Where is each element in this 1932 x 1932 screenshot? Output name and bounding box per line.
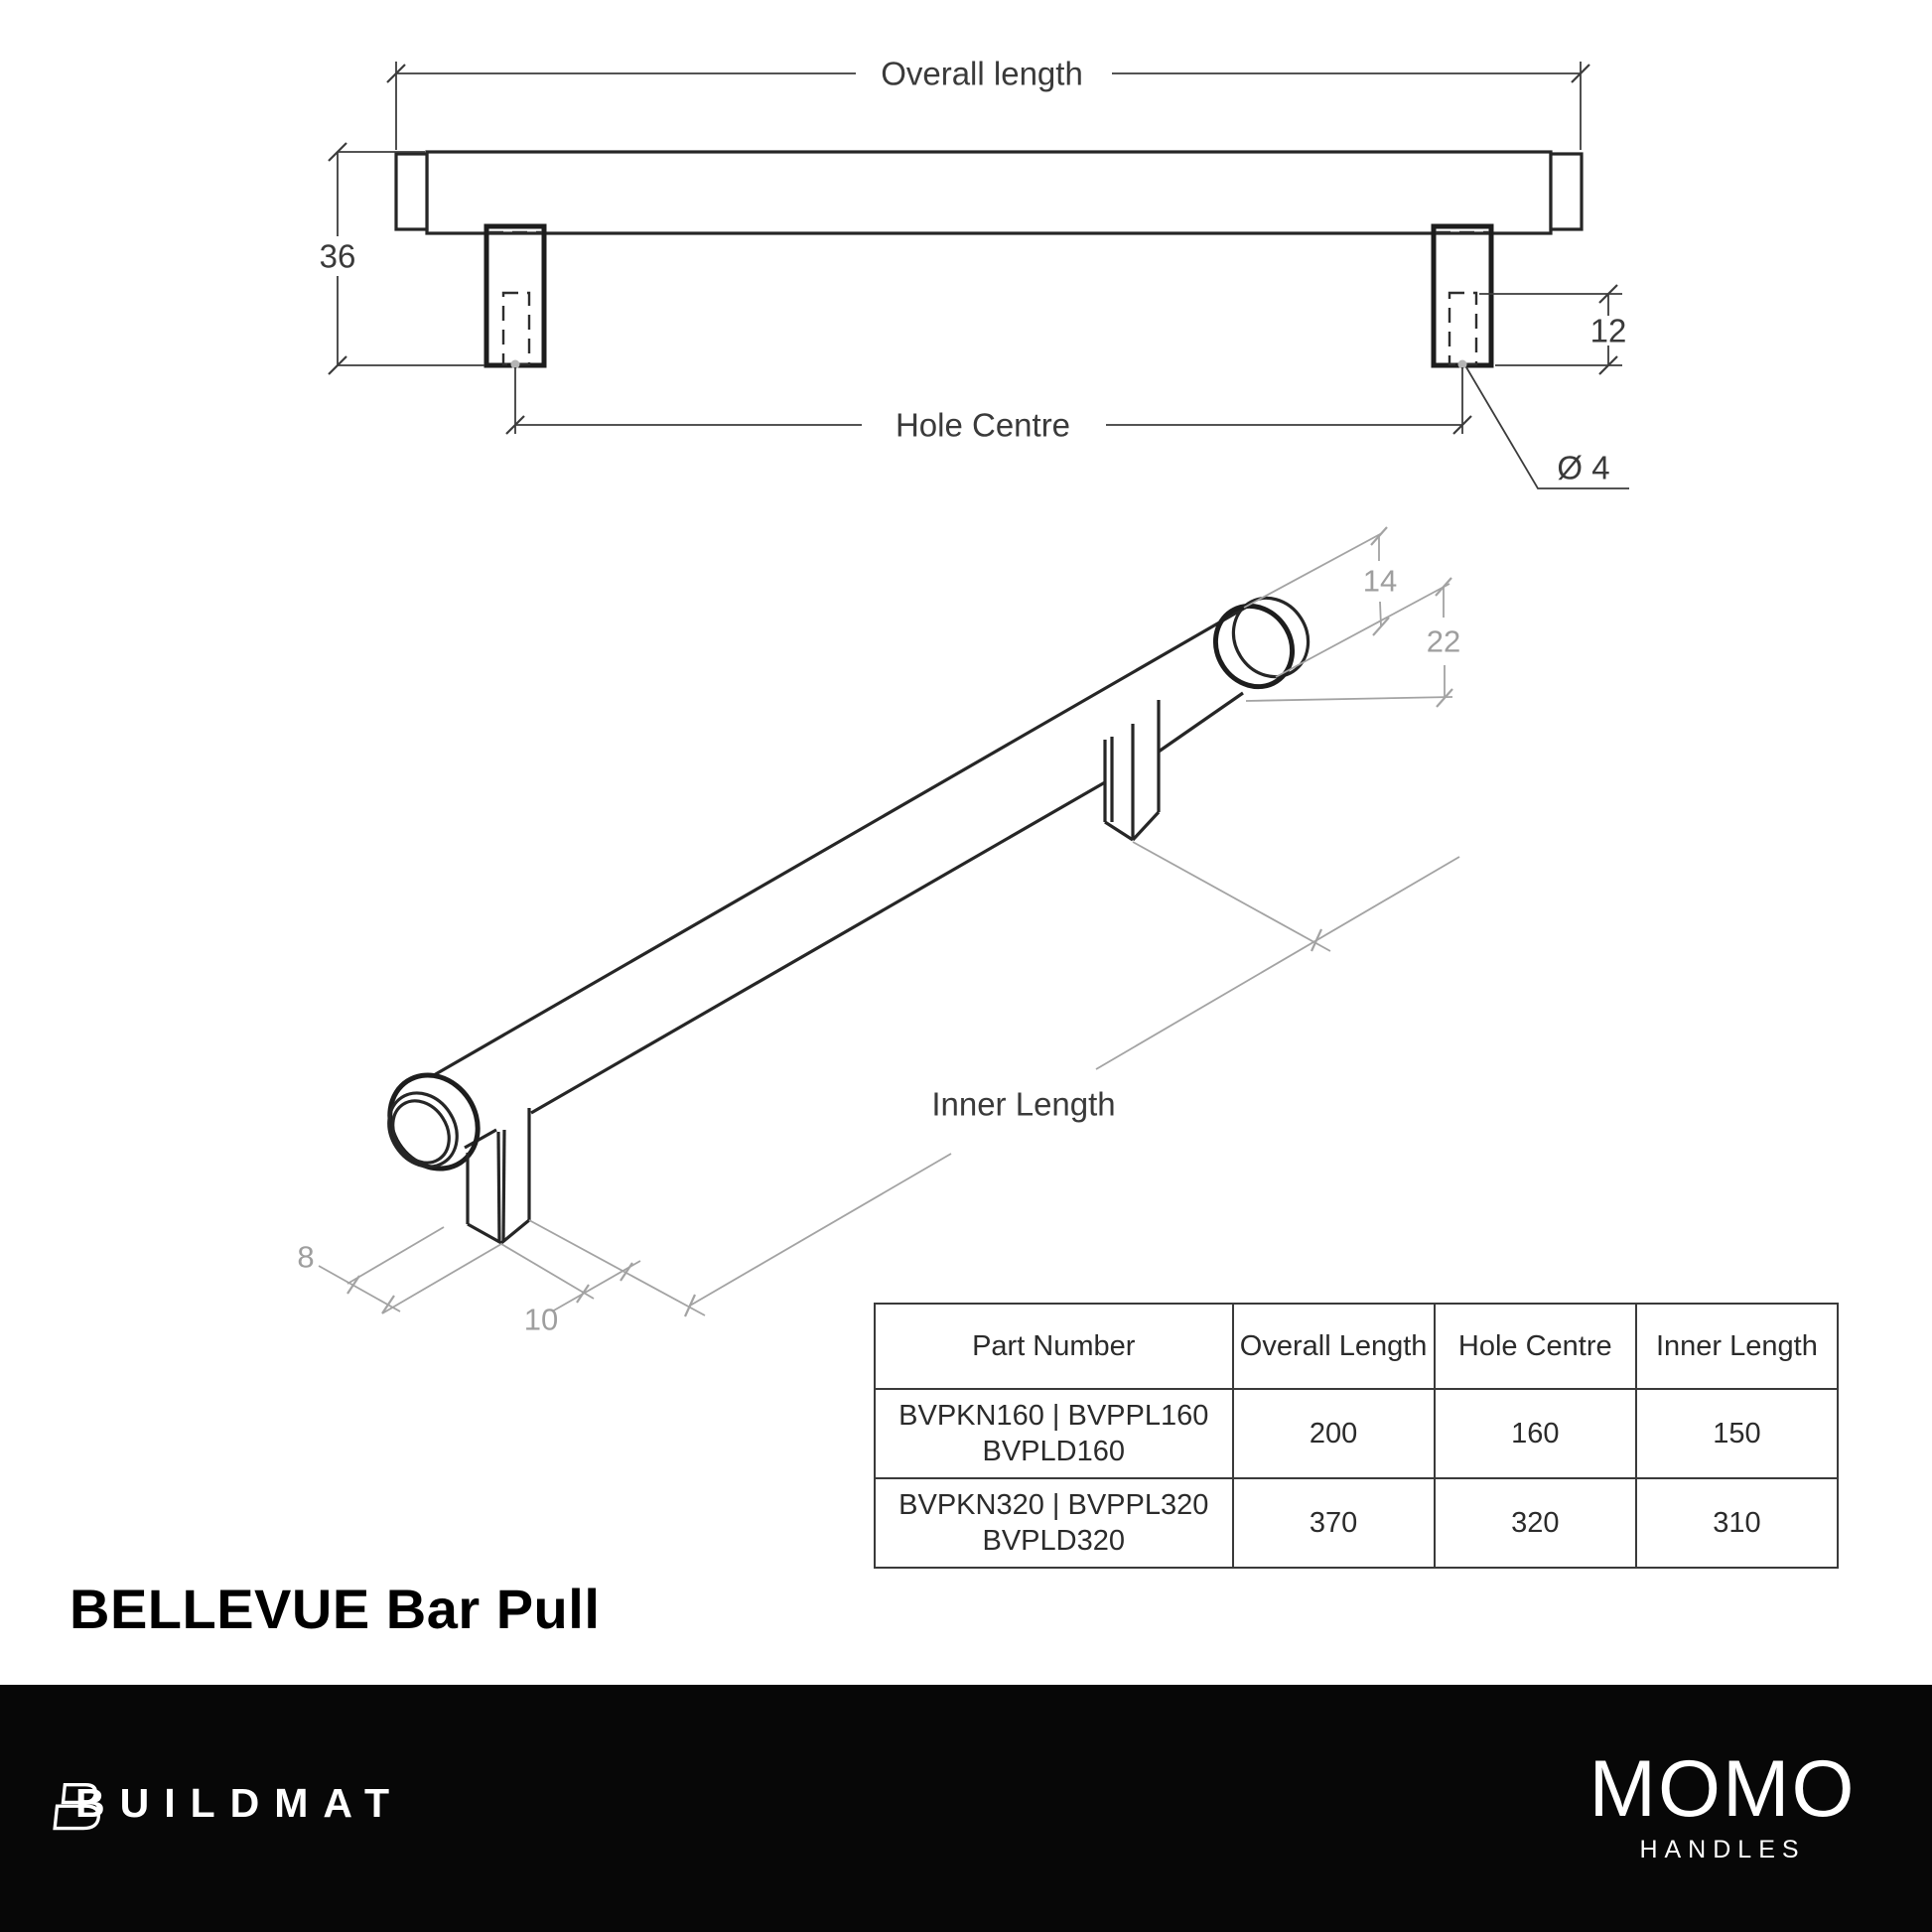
- iso-near-end-cap: [372, 1058, 495, 1185]
- inner-length-cell: 150: [1636, 1389, 1838, 1478]
- front-view-right-post: [1434, 226, 1491, 369]
- header-overall-length: Overall Length: [1233, 1304, 1435, 1389]
- iso-right-post: [1105, 700, 1159, 840]
- depth-dim-22: 22: [1426, 623, 1461, 659]
- part-number-line1: BVPKN320 | BVPPL320: [898, 1488, 1209, 1521]
- cap-dim-14: 14: [1362, 563, 1398, 599]
- part-number-line2: BVPLD320: [982, 1525, 1125, 1557]
- height-dim-36: 36: [319, 237, 356, 275]
- front-view-left-post: [486, 226, 544, 369]
- inner-length-label: Inner Length: [931, 1085, 1116, 1123]
- part-number-cell: [875, 1478, 1233, 1568]
- buildmat-b-icon: [50, 1780, 105, 1836]
- post-dim-10: 10: [523, 1302, 559, 1337]
- part-number-line2: BVPLD160: [982, 1436, 1125, 1467]
- buildmat-logo: [50, 1780, 404, 1827]
- part-number-cell: [875, 1389, 1233, 1478]
- spec-table: [874, 1303, 1839, 1569]
- hole-centre-cell: 160: [1435, 1389, 1636, 1478]
- table-row: [875, 1389, 1838, 1478]
- hole-centre-label: Hole Centre: [895, 406, 1071, 444]
- iso-view-drawing: [297, 527, 1460, 1337]
- hole-centre-cell: 320: [1435, 1478, 1636, 1568]
- overall-length-label: Overall length: [881, 55, 1083, 92]
- momo-logo: [1569, 1744, 1876, 1864]
- table-row: [875, 1478, 1838, 1568]
- overall-length-cell: 200: [1233, 1389, 1435, 1478]
- buildmat-wordmark: BUILDMAT: [75, 1780, 405, 1826]
- header-inner-length: Inner Length: [1636, 1304, 1838, 1389]
- post-dim-8: 8: [297, 1239, 315, 1275]
- inner-length-cell: 310: [1636, 1478, 1838, 1568]
- momo-handles-sub: HANDLES: [1639, 1836, 1806, 1863]
- header-hole-centre: Hole Centre: [1435, 1304, 1636, 1389]
- iso-far-end-cap: [1200, 584, 1322, 701]
- front-view-drawing: [320, 56, 1629, 489]
- header-part-number: Part Number: [875, 1304, 1233, 1389]
- depth-dim-12: 12: [1589, 312, 1627, 349]
- page-title: BELLEVUE Bar Pull: [69, 1578, 601, 1640]
- momo-wordmark: MOMO: [1588, 1744, 1857, 1834]
- overall-length-cell: 370: [1233, 1478, 1435, 1568]
- hole-diameter-label: Ø 4: [1557, 449, 1610, 486]
- footer-bar: [0, 1685, 1932, 1932]
- spec-table-header-row: [875, 1304, 1838, 1389]
- part-number-line1: BVPKN160 | BVPPL160: [898, 1399, 1209, 1432]
